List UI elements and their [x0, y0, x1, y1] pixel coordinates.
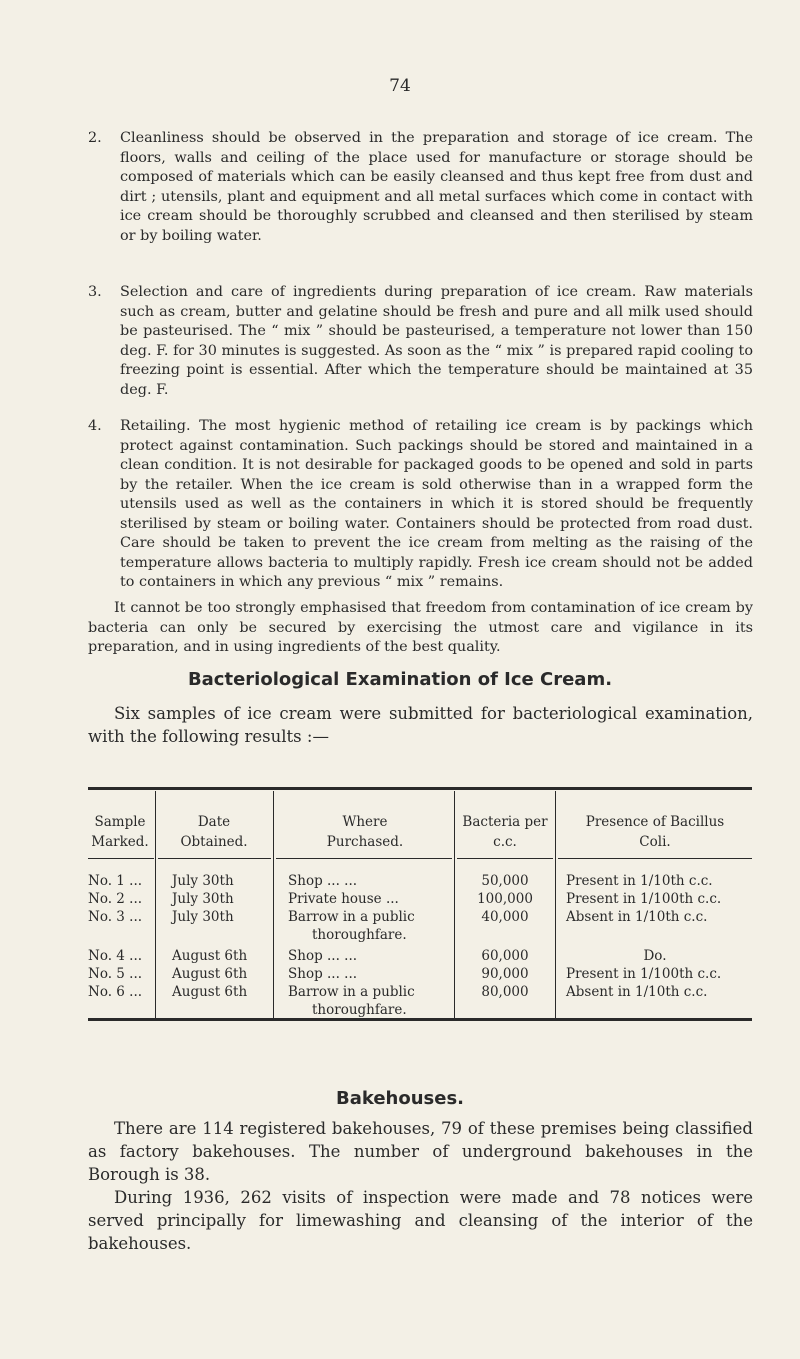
bakehouses-paragraph: There are 114 registered bakehouses, 79 of these premises being classified as factory bakehouses. The number of underground bakehouses in the Borough is 38.: [88, 1119, 753, 1184]
cell-sample: No. 5 ...: [88, 966, 143, 982]
item-number: 2.: [88, 130, 102, 146]
cell-date: July 30th: [172, 891, 234, 907]
column-divider: [454, 791, 455, 1018]
cell-bacteria: 50,000: [481, 873, 529, 889]
cell-coli: Present in 1/100th c.c.: [566, 891, 722, 907]
item-number: 3.: [88, 284, 102, 300]
cell-sample: No. 1 ...: [88, 873, 143, 889]
item-text: Selection and care of ingredients during preparation of ice cream. Raw materials such as cream, butter and gelatine should be fresh and pure and all milk used should be pasteurised. The “ mix ” should be pasteurised, a temperature not lower than 150 deg. F. for 30 minutes is suggested. As soon as the “ mix ” is prepared rapid cooling to freezing point is essential. After which the temperature should be maintained at 35 deg. F.: [120, 284, 753, 398]
cell-date: August 6th: [172, 984, 248, 1000]
cell-bacteria: 100,000: [477, 891, 533, 907]
cell-where: [288, 984, 440, 1019]
header-underline: [88, 858, 154, 859]
table-top-rule: [88, 787, 752, 790]
section-heading-bacteriology: Bacteriological Examination of Ice Cream.: [187, 669, 613, 690]
column-header-where: Where Purchased.: [326, 814, 404, 850]
column-divider: [273, 791, 274, 1018]
cell-bacteria: 90,000: [481, 966, 529, 982]
cell-where: Private house ...: [288, 891, 399, 907]
cell-date: July 30th: [172, 873, 234, 889]
cell-where-text: Barrow in a public thoroughfare.: [288, 984, 415, 1018]
item-text: Retailing. The most hygienic method of retailing ice cream is by packings which protect against contamination. Such packings should be stored and maintained in a clean condition. It is not desirable for packaged goods to be opened and sold in parts by the retailer. When the ice cream is sold otherwise than in a wrapped form the utensils used as well as the containers in which it is stored should be frequently sterilised by steam or boiling water. Containers should be protected from road dust. Care should be taken to prevent the ice cream from melting as the raising of the temperature allows bacteria to multiply rapidly. Fresh ice cream should not be added to containers in which any previous “ mix ” remains.: [120, 418, 753, 590]
header-underline: [457, 858, 553, 859]
cell-coli: Absent in 1/10th c.c.: [566, 984, 708, 1000]
item-text: Cleanliness should be observed in the preparation and storage of ice cream. The floors, walls and ceiling of the place used for manufacture or storage should be composed of materials which can be easily cleansed and thus kept free from dust and dirt ; utensils, plant and equipment and all metal surfaces which come in contact with ice cream should be thoroughly scrubbed and cleansed and then sterilised by steam or by boiling water.: [120, 130, 753, 244]
cell-where-text: Barrow in a public thoroughfare.: [288, 909, 415, 943]
cell-bacteria: 80,000: [481, 984, 529, 1000]
list-item: [88, 417, 753, 593]
cell-bacteria: 40,000: [481, 909, 529, 925]
header-underline: [158, 858, 271, 859]
cell-coli: Do.: [643, 948, 667, 964]
cell-sample: No. 3 ...: [88, 909, 143, 925]
cell-bacteria: 60,000: [481, 948, 529, 964]
column-header-sample: Sample Marked.: [91, 814, 149, 850]
header-underline: [558, 858, 752, 859]
cell-sample: No. 4 ...: [88, 948, 143, 964]
bacteriology-intro: Six samples of ice cream were submitted for bacteriological examination, with the following results :—: [88, 704, 753, 746]
column-header-bacteria: Bacteria per c.c.: [462, 814, 548, 850]
list-item: [88, 129, 753, 246]
cell-coli: Present in 1/10th c.c.: [566, 873, 713, 889]
cell-date: August 6th: [172, 948, 248, 964]
cell-date: July 30th: [172, 909, 234, 925]
cell-coli: Absent in 1/10th c.c.: [566, 909, 708, 925]
cell-coli: Present in 1/100th c.c.: [566, 966, 722, 982]
list-item: [88, 283, 753, 400]
item-number: 4.: [88, 418, 102, 434]
section-heading-bakehouses: Bakehouses.: [335, 1088, 465, 1109]
cell-sample: No. 6 ...: [88, 984, 143, 1000]
cell-sample: No. 2 ...: [88, 891, 143, 907]
column-divider: [555, 791, 556, 1018]
emphasis-paragraph: It cannot be too strongly emphasised that freedom from contamination of ice cream by bacteria can only be secured by exercising the utmost care and vigilance in its preparation, and in using ingredients of the best quality.: [88, 600, 753, 655]
header-underline: [276, 858, 452, 859]
cell-where: Shop ... ...: [288, 873, 358, 889]
cell-date: August 6th: [172, 966, 248, 982]
cell-where: Shop ... ...: [288, 948, 358, 964]
column-header-coli: Presence of Bacillus Coli.: [585, 814, 725, 850]
column-header-date: Date Obtained.: [180, 814, 248, 850]
bakehouses-paragraph: During 1936, 262 visits of inspection were made and 78 notices were served principally for limewashing and cleansing of the interior of the bakehouses.: [88, 1188, 753, 1253]
page-number: 74: [389, 76, 411, 96]
cell-where: [264, 909, 440, 944]
cell-where: Shop ... ...: [288, 966, 358, 982]
